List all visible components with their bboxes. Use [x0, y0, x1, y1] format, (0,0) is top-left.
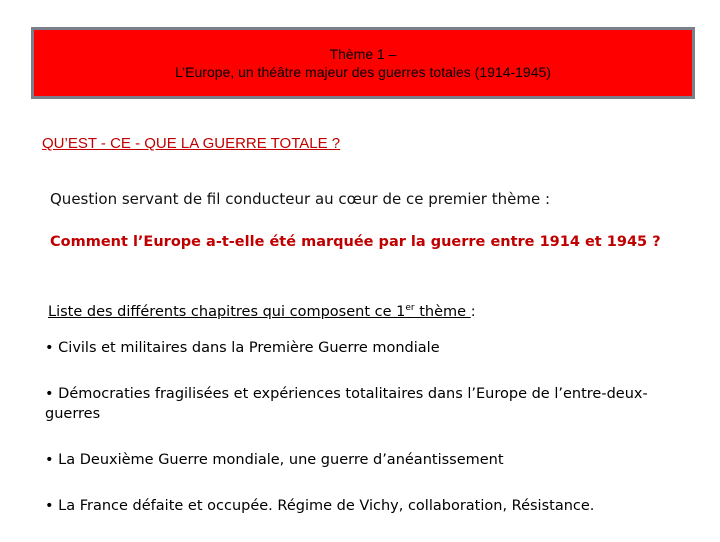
lead-text: Question servant de fil conducteur au cœur de ce premier thème : [50, 190, 551, 208]
chapters-heading-before: Liste des différents chapitres qui composent ce 1 [48, 303, 406, 320]
title-banner [31, 27, 695, 99]
chapter-list [45, 338, 675, 542]
list-item: • La Deuxième Guerre mondiale, une guerre d’anéantissement [45, 452, 504, 468]
total-war-question-heading: QU’EST - CE - QUE LA GUERRE TOTALE ? [42, 135, 341, 152]
list-item: • Démocraties fragilisées et expériences totalitaires dans l’Europe de l’entre-deux-guerres [45, 386, 648, 422]
chapters-heading [48, 303, 476, 320]
chapters-heading-after: thème [414, 303, 471, 320]
chapters-heading-colon: : [470, 303, 476, 320]
guiding-question: Comment l’Europe a-t-elle été marquée par la guerre entre 1914 et 1945 ? [50, 234, 661, 250]
list-item: • Civils et militaires dans la Première Guerre mondiale [45, 340, 440, 356]
list-item: • La France défaite et occupée. Régime de Vichy, collaboration, Résistance. [45, 498, 595, 514]
chapters-heading-text [48, 304, 471, 320]
theme-number: Thème 1 – [329, 46, 397, 62]
ordinal-superscript: er [405, 303, 415, 313]
theme-title: L’Europe, un théâtre majeur des guerres totales (1914-1945) [175, 64, 551, 80]
